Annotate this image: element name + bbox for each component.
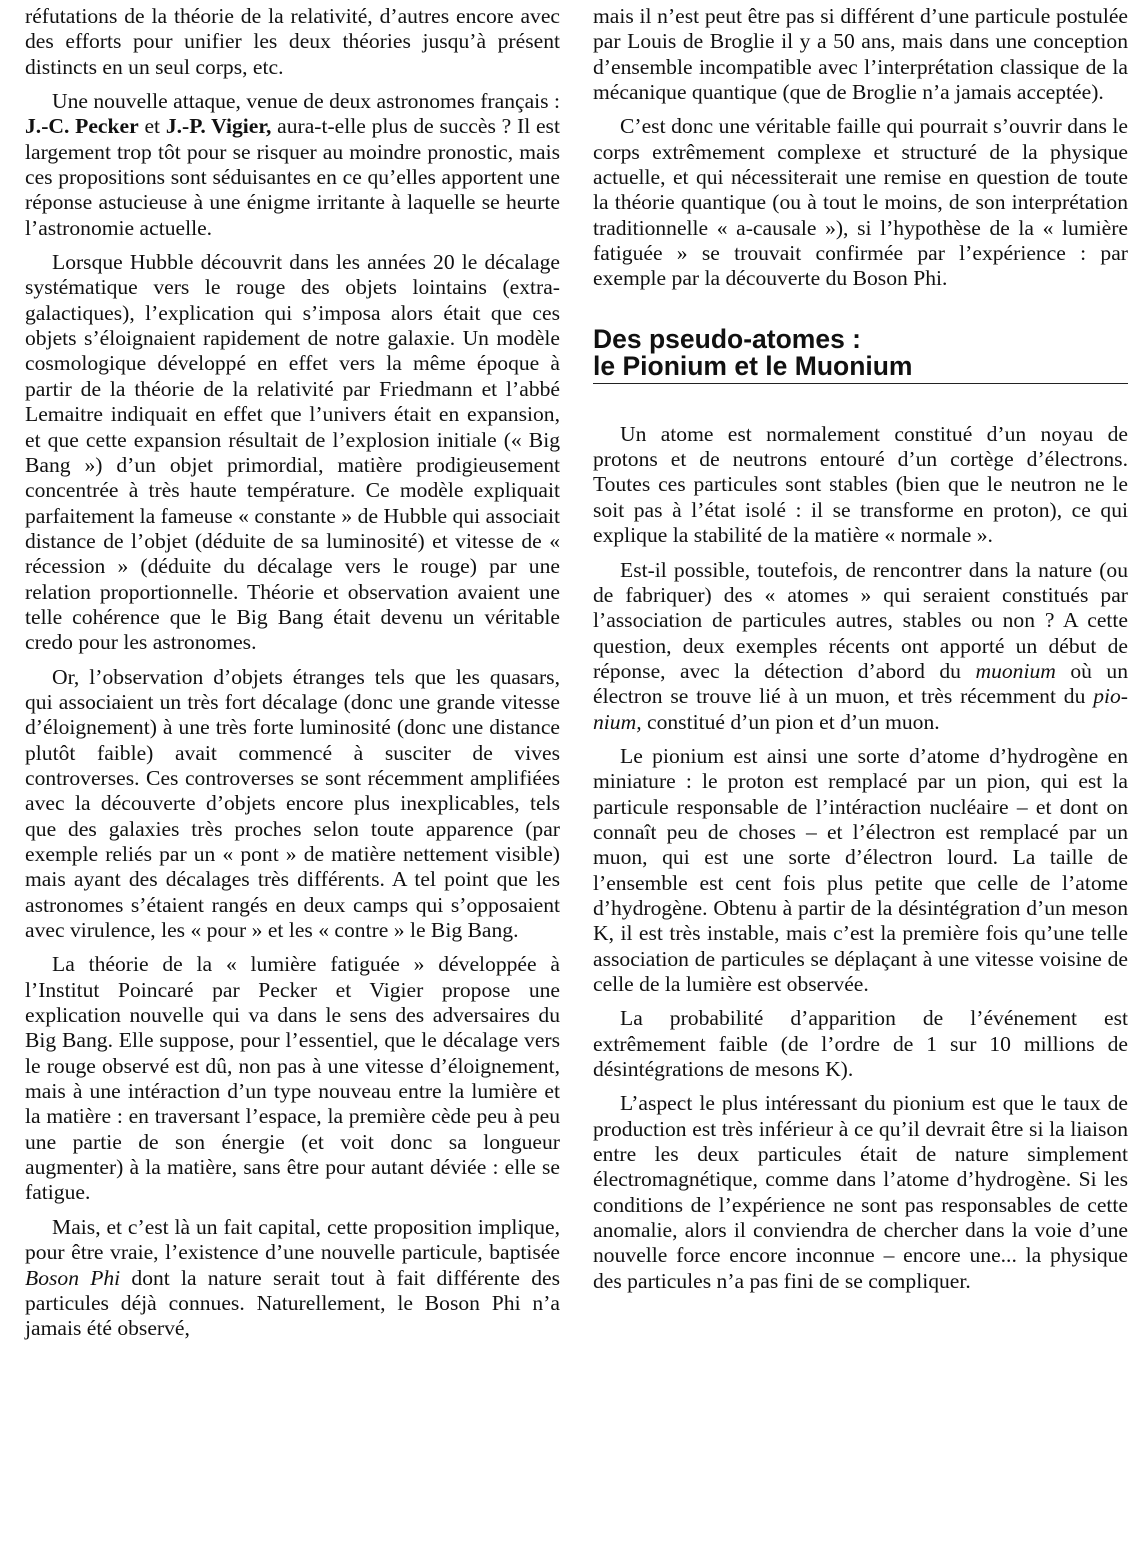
- author-name: J.-C. Pecker: [25, 114, 139, 139]
- paragraph: [25, 89, 560, 241]
- paragraph: [593, 558, 1128, 735]
- text-run: où un électron se trouve lié à un muon, et très récemment du: [593, 658, 1129, 709]
- text-run: Une nouvelle attaque, venue de deux astronomes français :: [52, 89, 560, 114]
- paragraph: [25, 1215, 560, 1342]
- paragraph: Or, l’observation d’objets étranges tels que les quasars, qui associaient un très fort décalage (donc une grande vitesse d’éloignement) à une très forte luminosité (donc une distance plutôt faible) avait commencé à susciter de vives controverses. Ces controverses se sont récemment amplifiées avec la découverte d’objets encore plus inexplicables, tels que des galaxies très proches selon toute apparence (par exemple reliés par un « pont » de matière nettement visible) mais ayant des décalages très différents. A tel point que les astronomes s’étaient rangés en deux camps qui s’opposaient avec virulence, les « pour » et les « contre » le Big Bang.: [25, 664, 560, 943]
- text-run: aura-t-elle plus de succès ? Il est largement trop tôt pour se risquer au moindre pronostic, mais ces propositions sont séduisantes en ce qu’elles apportent une réponse astucieuse à une énigme irritante à laquelle se heurte l’astronomie actuelle.: [25, 114, 560, 240]
- section-heading: [593, 323, 1128, 384]
- left-column: [25, 4, 560, 1351]
- text-run: et: [138, 114, 166, 139]
- text-run: constitué d’un pion et d’un muon.: [641, 709, 940, 734]
- paragraph: La probabilité d’apparition de l’événement est extrêmement faible (de l’ordre de 1 sur 10 millions de désintégrations de mesons K).: [593, 1006, 1128, 1082]
- paragraph: réfutations de la théorie de la relativité, d’autres encore avec des efforts pour unifier les deux théories jusqu’à présent distincts en un seul corps, etc.: [25, 4, 560, 79]
- heading-line-1: Des pseudo-atomes :: [593, 323, 862, 354]
- paragraph: mais il n’est peut être pas si différent d’une particule postulée par Louis de Broglie il y a 50 ans, mais dans une conception d’ensemble incompatible avec l’interprétation classique de la mécanique quantique (que de Broglie n’a jamais acceptée).: [593, 4, 1128, 105]
- section-heading-block: [593, 323, 1128, 384]
- text-run: dont la nature serait tout à fait différente des particules déjà connues. Naturellement, le Boson Phi n’a jamais été observé,: [25, 1265, 560, 1341]
- emphasis-term: pionium,: [593, 684, 1128, 734]
- emphasis-term: Boson Phi: [25, 1265, 121, 1290]
- text-run: Mais, et c’est là un fait capital, cette proposition implique, pour être vraie, l’existence d’une nouvelle particule, baptisée: [25, 1214, 560, 1265]
- paragraph: L’aspect le plus intéressant du pionium est que le taux de production est très inférieur à ce qu’il devrait être si la liaison entre les deux particules était de nature simplement électromagnétique, comme dans l’atome d’hydrogène. Si les conditions de l’expérience ne sont pas responsables de cette anomalie, alors il conviendra de chercher dans la voie d’une nouvelle force encore inconnue – encore une... la physique des particules n’a pas fini de se compliquer.: [593, 1091, 1128, 1293]
- paragraph: C’est donc une véritable faille qui pourrait s’ouvrir dans le corps extrêmement complexe et structuré de la physique actuelle, et qui nécessiterait une remise en question de toute la théorie quantique (ou à tout le moins, de son interprétation traditionnelle « a-causale »), si l’hypothèse de la « lumière fatiguée » se trouvait confirmée par l’expérience : par exemple par la découverte du Boson Phi.: [593, 114, 1128, 291]
- right-column: [593, 4, 1128, 1303]
- text-run: Est-il possible, toutefois, de rencontrer dans la nature (ou de fabriquer) des « atomes » qui seraient constitués par l’association de particules autres, stables ou non ? A cette question, deux exemples récents ont apporté un début de réponse, avec la détection d’abord du: [593, 557, 1128, 683]
- paragraph: La théorie de la « lumière fatiguée » développée à l’Institut Poincaré par Pecker et Vigier propose une explication nouvelle qui va dans le sens des adversaires du Big Bang. Elle suppose, pour l’essentiel, que le décalage vers le rouge observé est dû, non pas à une vitesse d’éloignement, mais à une intéraction d’un type nouveau entre la lumière et la matière : en traversant l’espace, la première cède peu à peu une partie de son énergie (et voit donc sa longueur augmenter) à la matière, sans être pour autant déviée : elle se fatigue.: [25, 952, 560, 1205]
- emphasis-term: muonium: [975, 658, 1056, 683]
- paragraph: Lorsque Hubble découvrit dans les années 20 le décalage systématique vers le rouge des objets lointains (extra-galactiques), l’explication qui s’imposa alors était que ces objets s’éloignaient rapidement de notre galaxie. Un modèle cosmologique développé en effet vers la même époque à partir de la théorie de la relativité par Friedmann et l’abbé Lemaitre indiquait en effet que l’univers était en expansion, et que cette expansion résultait de l’explosion initiale (« Big Bang ») d’un objet primordial, matière prodigieusement concentrée à très haute température. Ce modèle expliquait parfaitement la fameuse « constante » de Hubble qui associait distance de l’objet (déduite de sa luminosité) et vitesse de « récession » (déduite du décalage vers le rouge) par une relation proportionnelle. Théorie et observation avaient une telle cohérence que le Big Bang était devenu un véritable credo pour les astronomes.: [25, 250, 560, 655]
- heading-line-2: le Pionium et le Muonium: [593, 350, 913, 381]
- paragraph: Le pionium est ainsi une sorte d’atome d’hydrogène en miniature : le proton est remplacé par un pion, qui est la particule responsable de l’intéraction nucléaire – et dont on connaît peu de choses – et l’électron est remplacé par un muon, qui est une sorte d’électron lourd. La taille de l’ensemble est cent fois plus petite que celle de l’atome d’hydrogène. Obtenu à partir de la désintégration d’un meson K, il est très instable, mais c’est la première fois qu’une telle association de particules se déplaçant à une vitesse voisine de celle de la lumière est observée.: [593, 743, 1128, 996]
- author-name: J.-P. Vigier,: [165, 114, 272, 139]
- paragraph: Un atome est normalement constitué d’un noyau de protons et de neutrons entouré d’un cortège d’électrons. Toutes ces particules sont stables (bien que le neutron ne le soit pas à l’état isolé : il se transforme en proton), ce qui explique la stabilité de la matière « normale ».: [593, 421, 1128, 548]
